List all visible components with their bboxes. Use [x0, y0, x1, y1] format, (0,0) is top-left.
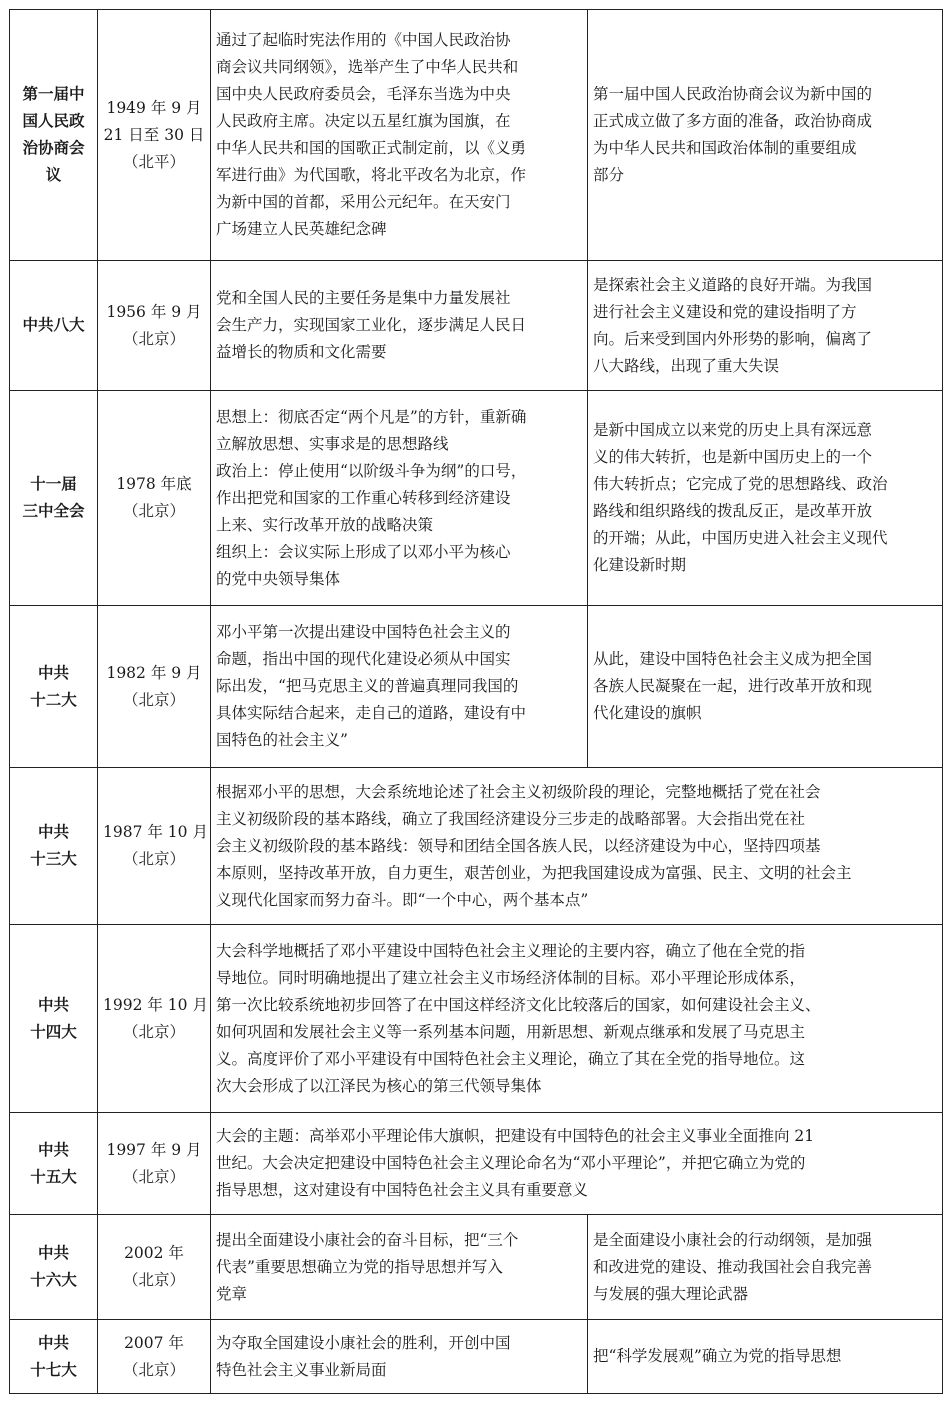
table-row: [10, 261, 943, 391]
meeting-name: 中共 十七大: [10, 1320, 98, 1394]
meeting-time: 2007 年 （北京）: [98, 1320, 211, 1394]
table-row: [10, 1215, 943, 1320]
meeting-time: 1992 年 10 月 （北京）: [98, 925, 211, 1113]
meeting-name: 中共 十三大: [10, 768, 98, 925]
meeting-significance: 是探索社会主义道路的良好开端。为我国 进行社会主义建设和党的建设指明了方 向。后来受到国内外形势的影响，偏离了 八大路线，出现了重大失误: [588, 261, 943, 391]
meeting-content: 根据邓小平的思想，大会系统地论述了社会主义初级阶段的理论，完整地概括了党在社会 主义初级阶段的基本路线，确立了我国经济建设分三步走的战略部署。大会指出党在社 会主义初级阶段的基本路线：领导和团结全国各族人民，以经济建设为中心，坚持四项基 本原则，坚持改革开放，自力更生，艰苦创业，为把我国建设成为富强、民主、文明的社会主 义现代化国家而努力奋斗。即“一个中心，两个基本点”: [211, 768, 943, 925]
meeting-time: 1956 年 9 月 （北京）: [98, 261, 211, 391]
table-row: [10, 1113, 943, 1215]
meeting-significance: 是全面建设小康社会的行动纲领，是加强 和改进党的建设、推动我国社会自我完善 与发展的强大理论武器: [588, 1215, 943, 1320]
table-row: [10, 768, 943, 925]
meeting-name: 中共 十五大: [10, 1113, 98, 1215]
meetings-table: [9, 9, 943, 1394]
table-row: [10, 1320, 943, 1394]
table-row: [10, 10, 943, 261]
meeting-content: 提出全面建设小康社会的奋斗目标，把“三个 代表”重要思想确立为党的指导思想并写入 党章: [211, 1215, 588, 1320]
meeting-time: 1982 年 9 月 （北京）: [98, 606, 211, 768]
meeting-time: 1997 年 9 月 （北京）: [98, 1113, 211, 1215]
meeting-content: 大会科学地概括了邓小平建设中国特色社会主义理论的主要内容，确立了他在全党的指 导地位。同时明确地提出了建立社会主义市场经济体制的目标。邓小平理论形成体系， 第一次比较系统地初步回答了在中国这样经济文化比较落后的国家，如何建设社会主义、 如何巩固和发展社会主义等一系列基本问题，用新思想、新观点继承和发展了马克思主 义。高度评价了邓小平建设有中国特色社会主义理论，确立了其在全党的指导地位。这 次大会形成了以江泽民为核心的第三代领导集体: [211, 925, 943, 1113]
meeting-significance: 是新中国成立以来党的历史上具有深远意 义的伟大转折，也是新中国历史上的一个 伟大转折点；它完成了党的思想路线、政治 路线和组织路线的拨乱反正，是改革开放 的开端；从此，中国历史进入社会主义现代 化建设新时期: [588, 391, 943, 606]
table-row: [10, 391, 943, 606]
meeting-content: 大会的主题：高举邓小平理论伟大旗帜，把建设有中国特色的社会主义事业全面推向 21 世纪。大会决定把建设中国特色社会主义理论命名为“邓小平理论”，并把它确立为党的 指导思想，这对建设有中国特色社会主义具有重要意义: [211, 1113, 943, 1215]
meeting-name: 中共 十四大: [10, 925, 98, 1113]
meeting-name: 中共八大: [10, 261, 98, 391]
meeting-time: 1987 年 10 月 （北京）: [98, 768, 211, 925]
meeting-name: 中共 十六大: [10, 1215, 98, 1320]
table-row: [10, 606, 943, 768]
meeting-content: 邓小平第一次提出建设中国特色社会主义的 命题，指出中国的现代化建设必须从中国实 际出发，“把马克思主义的普遍真理同我国的 具体实际结合起来，走自己的道路，建设有中 国特色的社会主义”: [211, 606, 588, 768]
meeting-time: 1978 年底 （北京）: [98, 391, 211, 606]
meeting-name: 十一届 三中全会: [10, 391, 98, 606]
meeting-time: 1949 年 9 月 21 日至 30 日 （北平）: [98, 10, 211, 261]
meeting-content: 党和全国人民的主要任务是集中力量发展社 会生产力，实现国家工业化，逐步满足人民日 益增长的物质和文化需要: [211, 261, 588, 391]
meeting-significance: 从此，建设中国特色社会主义成为把全国 各族人民凝聚在一起，进行改革开放和现 代化建设的旗帜: [588, 606, 943, 768]
table-row: [10, 925, 943, 1113]
meeting-content: 思想上：彻底否定“两个凡是”的方针，重新确 立解放思想、实事求是的思想路线 政治上：停止使用“以阶级斗争为纲”的口号， 作出把党和国家的工作重心转移到经济建设 上来、实行改革开放的战略决策 组织上：会议实际上形成了以邓小平为核心 的党中央领导集体: [211, 391, 588, 606]
meeting-significance: 把“科学发展观”确立为党的指导思想: [588, 1320, 943, 1394]
meeting-name: 中共 十二大: [10, 606, 98, 768]
meeting-content: 通过了起临时宪法作用的《中国人民政治协 商会议共同纲领》，选举产生了中华人民共和 国中央人民政府委员会，毛泽东当选为中央 人民政府主席。决定以五星红旗为国旗，在 中华人民共和国的国歌正式制定前，以《义勇 军进行曲》为代国歌，将北平改名为北京，作 为新中国的首都，采用公元纪年。在天安门 广场建立人民英雄纪念碑: [211, 10, 588, 261]
meeting-content: 为夺取全国建设小康社会的胜利，开创中国 特色社会主义事业新局面: [211, 1320, 588, 1394]
meeting-time: 2002 年 （北京）: [98, 1215, 211, 1320]
meeting-name: 第一届中 国人民政 治协商会 议: [10, 10, 98, 261]
meeting-significance: 第一届中国人民政治协商会议为新中国的 正式成立做了多方面的准备，政治协商成 为中华人民共和国政治体制的重要组成 部分: [588, 10, 943, 261]
